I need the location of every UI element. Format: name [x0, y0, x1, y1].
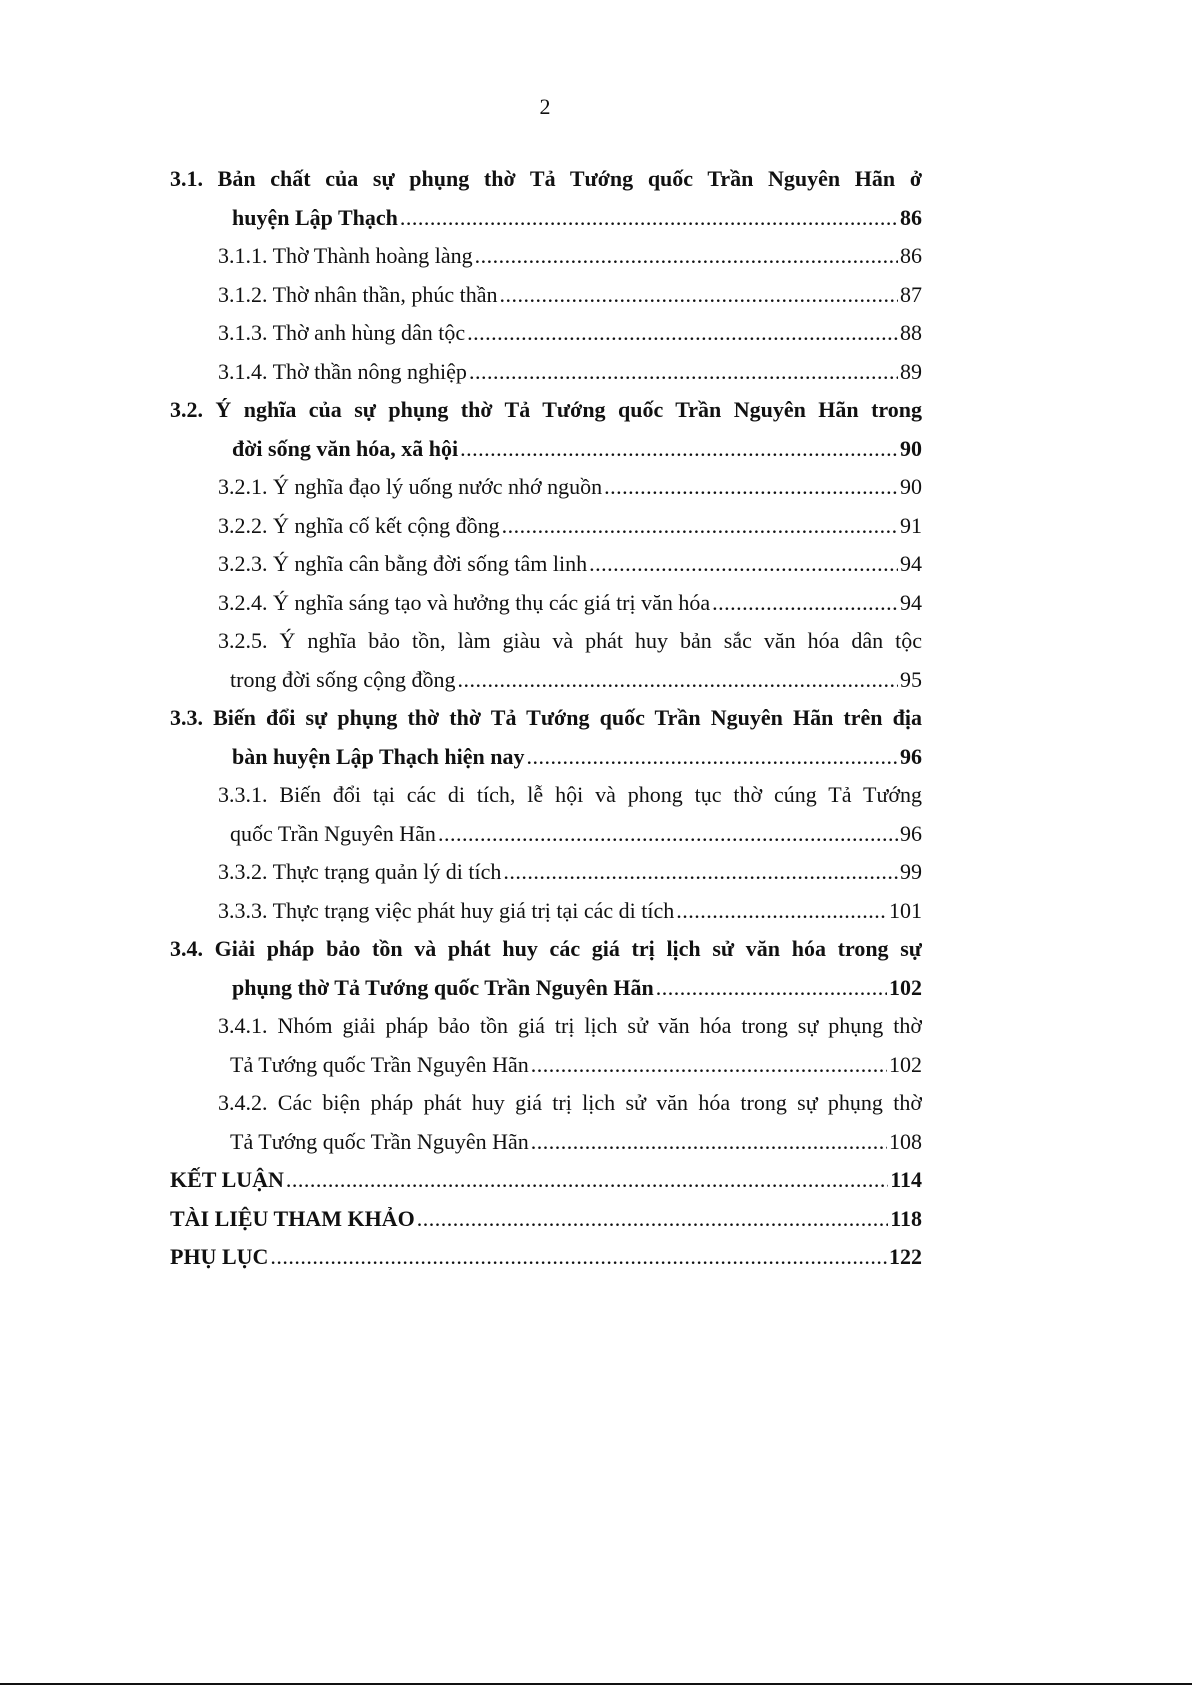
- toc-entry: [218, 622, 922, 699]
- toc-entry-title: Tả Tướng quốc Trần Nguyên Hãn: [230, 1128, 529, 1154]
- dot-leader: [460, 430, 898, 469]
- toc-entry-title: trong đời sống cộng đồng: [230, 666, 456, 692]
- dot-leader: [712, 584, 898, 623]
- toc-entry-title: bàn huyện Lập Thạch hiện nay: [232, 743, 525, 769]
- toc-entry-leader-line: [170, 969, 922, 1008]
- dot-leader: [417, 1200, 889, 1239]
- dot-leader: [475, 237, 898, 276]
- toc-entry-leader-line: [218, 661, 922, 700]
- toc-page-number: 94: [900, 551, 922, 576]
- toc-entry-title: 3.2.2. Ý nghĩa cố kết cộng đồng: [218, 512, 500, 538]
- toc-entry-leader-line: [170, 1161, 922, 1200]
- toc-entry: [218, 468, 922, 507]
- toc-entry-title: 3.2.4. Ý nghĩa sáng tạo và hưởng thụ các giá trị văn hóa: [218, 589, 711, 615]
- toc-page-number: 99: [900, 859, 922, 884]
- toc-entry: [218, 892, 922, 931]
- toc-entry-title: huyện Lập Thạch: [232, 204, 398, 230]
- toc-entry: [170, 391, 922, 468]
- toc-entry-title: Tả Tướng quốc Trần Nguyên Hãn: [230, 1051, 529, 1077]
- toc-entry-title-line: 3.2.5. Ý nghĩa bảo tồn, làm giàu và phát huy bản sắc văn hóa dân tộc: [218, 628, 922, 653]
- toc-entry: [218, 1007, 922, 1084]
- toc-entry: [218, 776, 922, 853]
- toc-entry-leader-line: [218, 815, 922, 854]
- toc-entry-leader-line: [170, 1238, 922, 1277]
- toc-page-number: 95: [900, 666, 922, 692]
- toc-page-number: 90: [900, 435, 922, 461]
- toc-entry: [218, 584, 922, 623]
- toc-page-number: 88: [900, 320, 922, 345]
- toc-entry: [218, 1084, 922, 1161]
- dot-leader: [526, 738, 898, 777]
- toc-page-number: 96: [900, 743, 922, 769]
- dot-leader: [604, 468, 898, 507]
- toc-page-number: 86: [900, 243, 922, 268]
- toc-entry-leader-line: [218, 353, 922, 392]
- toc-entry: [170, 160, 922, 237]
- toc-entry-title-line: 3.2. Ý nghĩa của sự phụng thờ Tả Tướng quốc Trần Nguyên Hãn trong: [170, 397, 922, 422]
- dot-leader: [400, 199, 898, 238]
- toc-entry-title: đời sống văn hóa, xã hội: [232, 435, 459, 461]
- toc-entry-title: 3.1.2. Thờ nhân thần, phúc thần: [218, 281, 498, 307]
- toc-entry: [218, 507, 922, 546]
- toc-entry-leader-line: [218, 1046, 922, 1085]
- dot-leader: [656, 969, 887, 1008]
- toc-entry-leader-line: [218, 276, 922, 315]
- toc-entry-title: 3.1.3. Thờ anh hùng dân tộc: [218, 320, 466, 345]
- dot-leader: [469, 353, 898, 392]
- toc-page-number: 86: [900, 204, 922, 230]
- toc-page-number: 102: [889, 1051, 922, 1077]
- toc-entry-leader-line: [170, 738, 922, 777]
- toc-page-number: 122: [889, 1244, 922, 1269]
- dot-leader: [467, 314, 898, 353]
- dot-leader: [458, 661, 898, 700]
- dot-leader: [270, 1238, 887, 1277]
- toc-entry: [218, 276, 922, 315]
- toc-entry-title: 3.3.3. Thực trạng việc phát huy giá trị tại các di tích: [218, 897, 675, 923]
- toc-entry-title: TÀI LIỆU THAM KHẢO: [170, 1205, 415, 1231]
- toc-entry-title: PHỤ LỤC: [170, 1244, 269, 1269]
- toc-page-number: 90: [900, 474, 922, 499]
- toc-entry-title-line: 3.1. Bản chất của sự phụng thờ Tả Tướng quốc Trần Nguyên Hãn ở: [170, 166, 922, 191]
- toc-entry-leader-line: [218, 314, 922, 353]
- toc-entry-leader-line: [218, 1123, 922, 1162]
- toc-entry-leader-line: [218, 892, 922, 931]
- toc-entry-leader-line: [170, 430, 922, 469]
- page-number: 2: [539, 94, 551, 119]
- toc-page-number: 87: [900, 281, 922, 307]
- toc-entry-leader-line: [218, 507, 922, 546]
- toc-page-number: 118: [890, 1205, 922, 1231]
- toc-page-number: 114: [890, 1167, 922, 1192]
- toc-entry: [218, 314, 922, 353]
- toc-entry: [218, 353, 922, 392]
- toc-entry-title-line: 3.4.2. Các biện pháp phát huy giá trị lịch sử văn hóa trong sự phụng thờ: [218, 1090, 922, 1115]
- toc-entry: [218, 237, 922, 276]
- toc-entry: [218, 545, 922, 584]
- toc-entry: [170, 1238, 922, 1277]
- dot-leader: [589, 545, 898, 584]
- toc-entry-title: KẾT LUẬN: [170, 1167, 284, 1192]
- toc-entry-leader-line: [170, 1200, 922, 1239]
- dot-leader: [503, 853, 898, 892]
- dot-leader: [286, 1161, 888, 1200]
- toc-entry-title: quốc Trần Nguyên Hãn: [230, 820, 436, 846]
- toc-page-number: 94: [900, 589, 922, 615]
- toc-entry-leader-line: [218, 545, 922, 584]
- toc-page-number: 102: [889, 974, 922, 1000]
- toc-entry-leader-line: [218, 237, 922, 276]
- toc-entry: [170, 1200, 922, 1239]
- dot-leader: [499, 276, 898, 315]
- toc-entry-title: 3.1.4. Thờ thần nông nghiệp: [218, 358, 467, 384]
- toc-entry-leader-line: [170, 199, 922, 238]
- table-of-contents: [170, 160, 922, 1277]
- toc-entry-title: 3.2.1. Ý nghĩa đạo lý uống nước nhớ nguồn: [218, 474, 603, 499]
- toc-entry: [218, 853, 922, 892]
- toc-entry-leader-line: [218, 584, 922, 623]
- toc-entry: [170, 1161, 922, 1200]
- dot-leader: [531, 1046, 887, 1085]
- toc-entry-leader-line: [218, 853, 922, 892]
- toc-entry-leader-line: [218, 468, 922, 507]
- toc-page-number: 101: [889, 897, 922, 923]
- dot-leader: [438, 815, 898, 854]
- toc-entry-title-line: 3.4. Giải pháp bảo tồn và phát huy các giá trị lịch sử văn hóa trong sự: [170, 936, 922, 961]
- dot-leader: [676, 892, 887, 931]
- dot-leader: [531, 1123, 887, 1162]
- toc-entry-title-line: 3.4.1. Nhóm giải pháp bảo tồn giá trị lịch sử văn hóa trong sự phụng thờ: [218, 1013, 922, 1038]
- toc-page-number: 96: [900, 820, 922, 846]
- toc-page-number: 91: [900, 512, 922, 538]
- toc-entry-title: 3.3.2. Thực trạng quản lý di tích: [218, 859, 502, 884]
- toc-page-number: 89: [900, 358, 922, 384]
- toc-entry-title-line: 3.3.1. Biến đổi tại các di tích, lễ hội và phong tục thờ cúng Tả Tướng: [218, 782, 922, 807]
- toc-entry-title: phụng thờ Tả Tướng quốc Trần Nguyên Hãn: [232, 974, 654, 1000]
- dot-leader: [502, 507, 898, 546]
- toc-entry-title: 3.1.1. Thờ Thành hoàng làng: [218, 243, 473, 268]
- toc-entry-title-line: 3.3. Biến đổi sự phụng thờ thờ Tả Tướng quốc Trần Nguyên Hãn trên địa: [170, 705, 922, 730]
- toc-entry: [170, 930, 922, 1007]
- toc-entry-title: 3.2.3. Ý nghĩa cân bằng đời sống tâm linh: [218, 551, 588, 576]
- toc-page-number: 108: [889, 1128, 922, 1154]
- toc-entry: [170, 699, 922, 776]
